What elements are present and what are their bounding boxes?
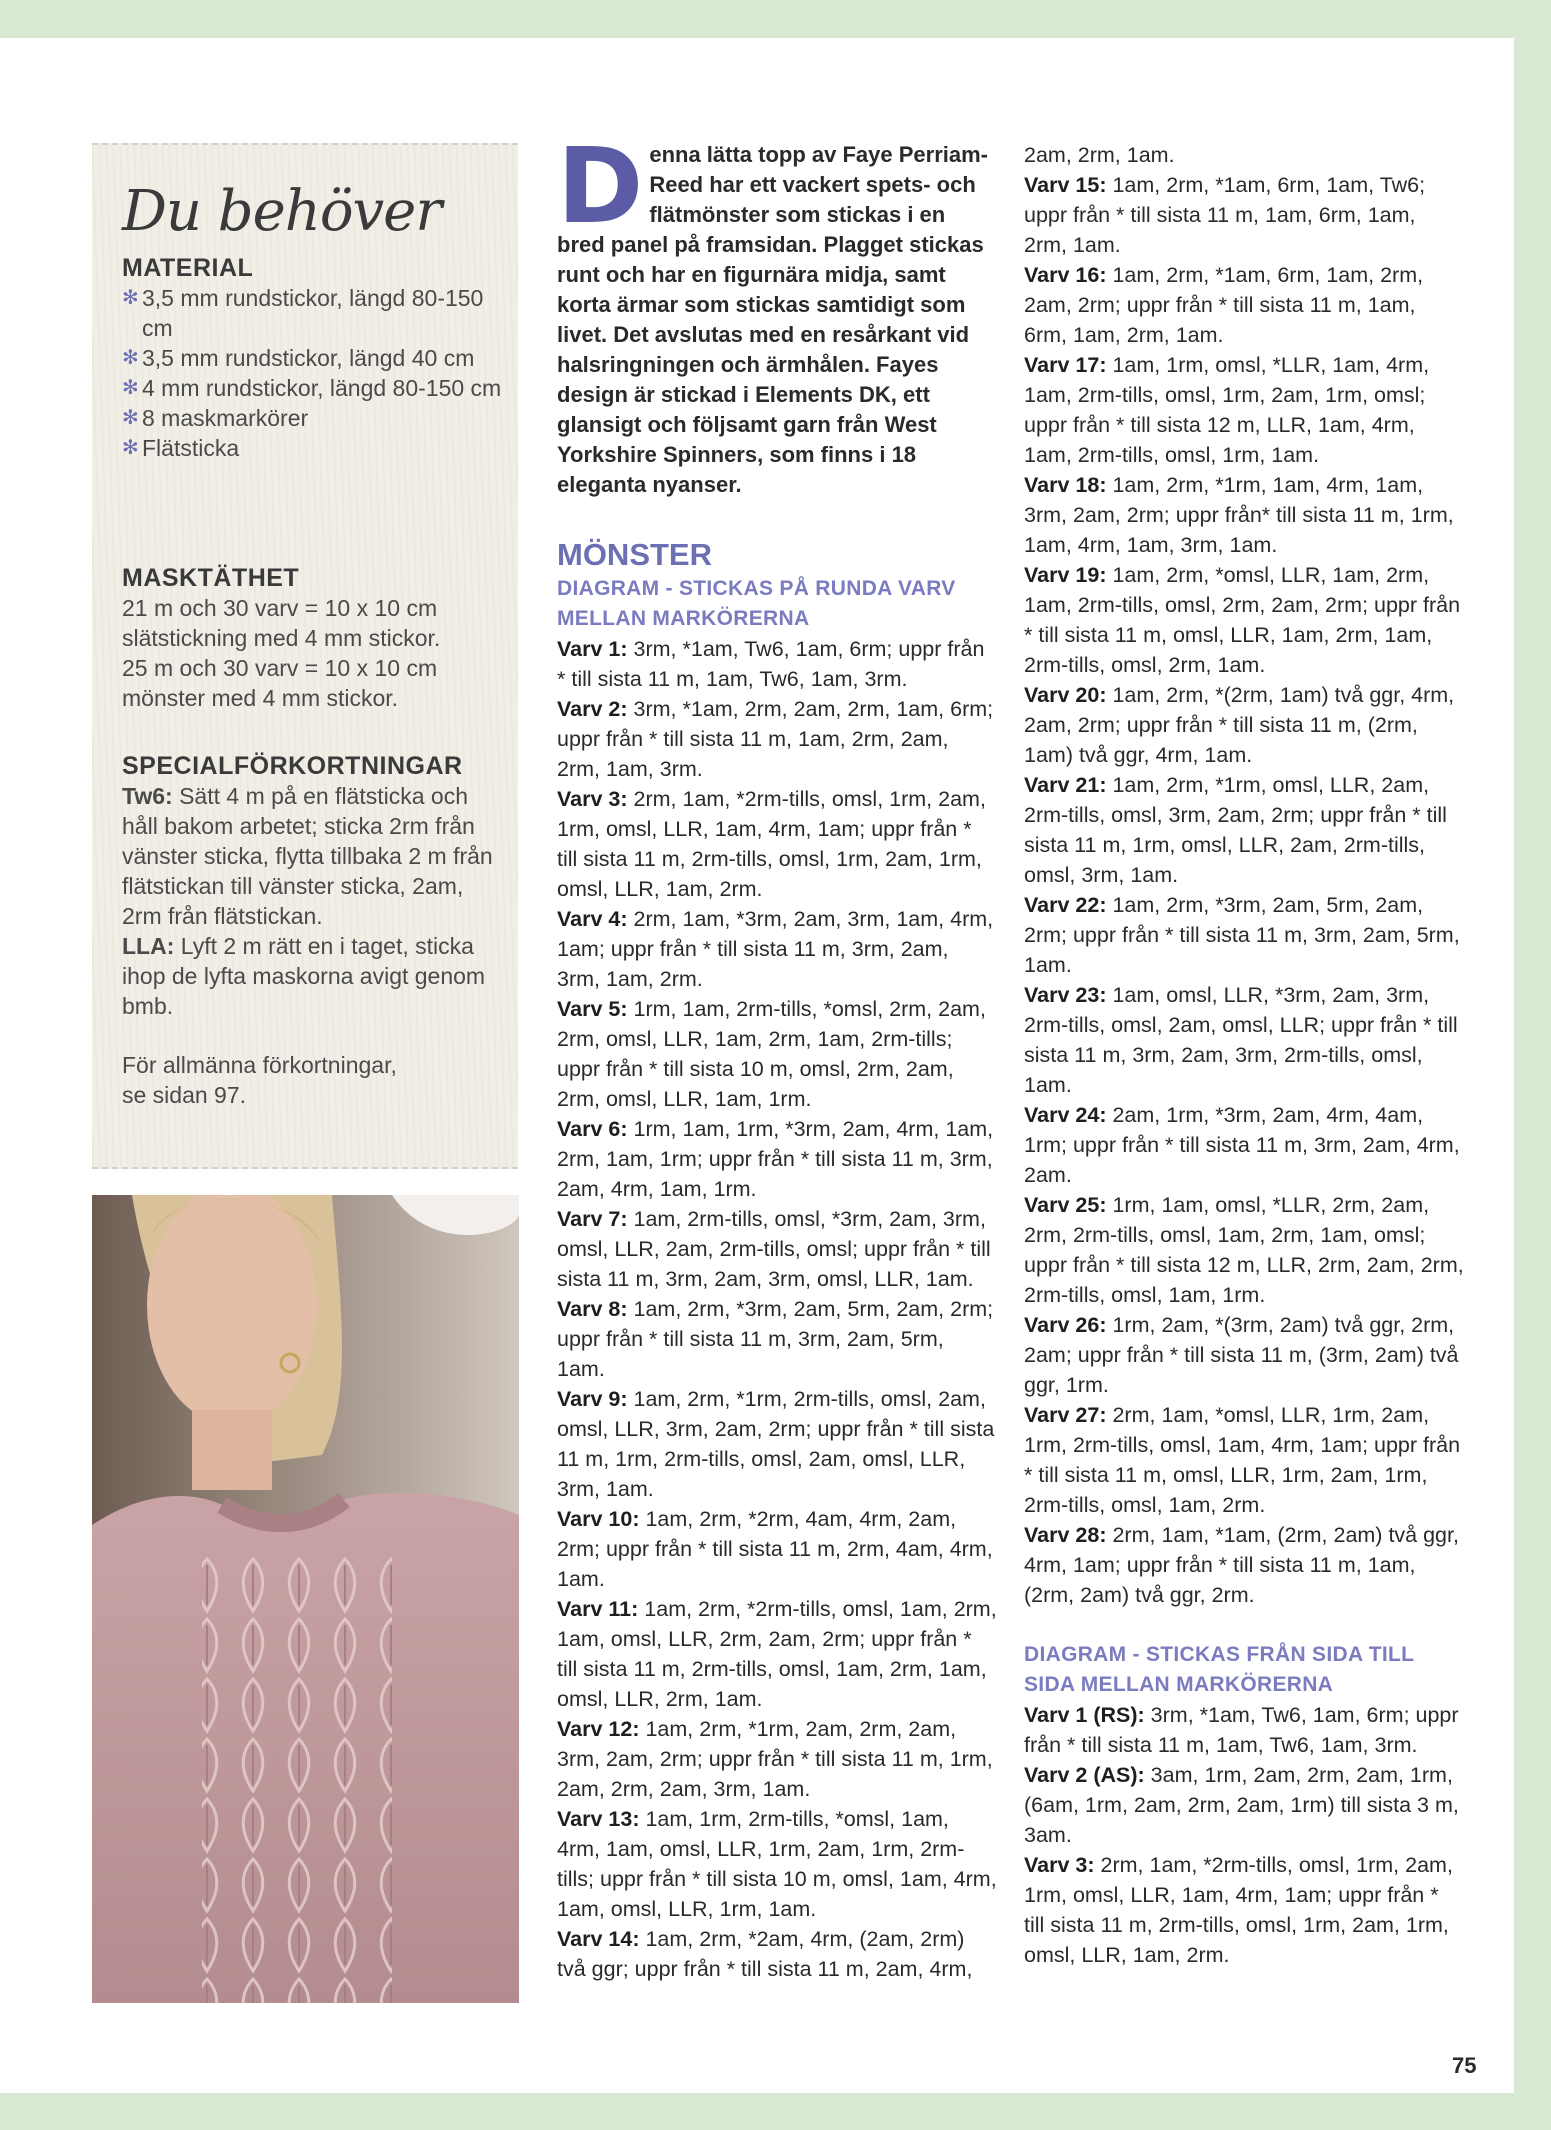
pattern-row: Varv 7: 1am, 2rm-tills, omsl, *3rm, 2am, 3rm, omsl, LLR, 2am, 2rm-tills, omsl; uppr från * till sista 11 m, 3rm, 2am, 3rm, omsl, LLR, 1am.: [557, 1207, 991, 1291]
pattern-row: Varv 27: 2rm, 1am, *omsl, LLR, 1rm, 2am, 1rm, 2rm-tills, omsl, 1am, 4rm, 1am; uppr från * till sista 11 m, omsl, LLR, 1rm, 2am, 1rm, 2rm-tills, omsl, 1am, 2rm.: [1024, 1403, 1461, 1517]
pattern-row: Varv 3: 2rm, 1am, *2rm-tills, omsl, 1rm, 2am, 1rm, omsl, LLR, 1am, 4rm, 1am; uppr från * till sista 11 m, 2rm-tills, omsl, 1rm, 2am, 1rm, omsl, LLR, 1am, 2rm.: [557, 787, 986, 901]
list-item: ✻ 8 maskmarkörer: [122, 405, 309, 431]
sidebar-title: Du behöver: [122, 179, 442, 244]
knitted-top-image: [92, 1195, 519, 2003]
gauge-line: 21 m och 30 varv = 10 x 10 cm slätstickning med 4 mm stickor.: [122, 595, 441, 651]
abbrev-entry: Tw6: Sätt 4 m på en flätsticka och håll bakom arbetet; sticka 2rm från vänster sticka, flytta tillbaka 2 m från flätstickan till vänster sticka, 2am, 2rm från flätstickan.: [122, 783, 493, 929]
asterisk-icon: ✻: [122, 347, 139, 369]
pattern-row: Varv 9: 1am, 2rm, *1rm, 2rm-tills, omsl, 2am, omsl, LLR, 3rm, 2am, 2rm; uppr från * till sista 11 m, 1rm, 2rm-tills, omsl, 2am, omsl, LLR, 3rm, 1am.: [557, 1387, 995, 1501]
pattern-row: Varv 20: 1am, 2rm, *(2rm, 1am) två ggr, 4rm, 2am, 2rm; uppr från * till sista 11 m, (2rm, 1am) två ggr, 4rm, 1am.: [1024, 683, 1455, 767]
pattern-row: Varv 1 (RS): 3rm, *1am, Tw6, 1am, 6rm; uppr från * till sista 11 m, 1am, Tw6, 1am, 3rm.: [1024, 1703, 1459, 1757]
pattern-row: Varv 4: 2rm, 1am, *3rm, 2am, 3rm, 1am, 4rm, 1am; uppr från * till sista 11 m, 3rm, 2am, 3rm, 1am, 2rm.: [557, 907, 994, 991]
pattern-row: 2am, 2rm, 1am.: [1024, 143, 1175, 167]
gauge-section: [122, 563, 502, 713]
pattern-row: Varv 11: 1am, 2rm, *2rm-tills, omsl, 1am, 2rm, 1am, omsl, LLR, 2rm, 2am, 2rm; uppr från * till sista 11 m, 2rm-tills, omsl, 1am, 2rm, 1am, omsl, LLR, 2rm, 1am.: [557, 1597, 997, 1711]
pattern-row: Varv 5: 1rm, 1am, 2rm-tills, *omsl, 2rm, 2am, 2rm, omsl, LLR, 1am, 2rm, 1am, 2rm-tills; uppr från * till sista 10 m, omsl, 2rm, 2am, 2rm, omsl, LLR, 1am, 1rm.: [557, 997, 986, 1111]
page-number: 75: [1452, 2053, 1477, 2078]
pattern-row: Varv 28: 2rm, 1am, *1am, (2rm, 2am) två ggr, 4rm, 1am; uppr från * till sista 11 m, 1am, (2rm, 2am) två ggr, 2rm.: [1024, 1523, 1459, 1607]
abbrev-entry: LLA: Lyft 2 m rätt en i taget, sticka ihop de lyfta maskorna avigt genom bmb.: [122, 933, 486, 1019]
intro-paragraph: Denna lätta topp av Faye Perriam-Reed har ett vackert spets- och flätmönster som stickas i en bred panel på framsidan. Plagget stickas runt och har en figurnära midja, samt korta ärmar som stickas samtidigt som livet. Det avslutas med en resårkant vid halsringningen och ärmhålen. Fayes design är stickad i Elements DK, ett glansigt och följsamt garn från West Yorkshire Spinners, som finns i 18 eleganta nyanser.: [557, 125, 988, 497]
list-item: ✻ 3,5 mm rundstickor, längd 40 cm: [122, 345, 475, 371]
pattern-row: Varv 3: 2rm, 1am, *2rm-tills, omsl, 1rm, 2am, 1rm, omsl, LLR, 1am, 4rm, 1am; uppr från * till sista 11 m, 2rm-tills, omsl, 1rm, 2am, 1rm, omsl, LLR, 1am, 2rm.: [1024, 1853, 1453, 1967]
gauge-line: 25 m och 30 varv = 10 x 10 cm mönster med 4 mm stickor.: [122, 655, 438, 711]
pattern-row: Varv 19: 1am, 2rm, *omsl, LLR, 1am, 2rm, 1am, 2rm-tills, omsl, 2rm, 2am, 2rm; uppr från * till sista 11 m, omsl, LLR, 1am, 2rm, 1am, 2rm-tills, omsl, 2rm, 1am.: [1024, 563, 1461, 677]
materials-sidebar: [92, 143, 518, 1169]
list-item: ✻ 4 mm rundstickor, längd 80-150 cm: [122, 375, 502, 401]
pattern-row: Varv 18: 1am, 2rm, *1rm, 1am, 4rm, 1am, 3rm, 2am, 2rm; uppr från* till sista 11 m, 1rm, 1am, 4rm, 1am, 3rm, 1am.: [1024, 473, 1454, 557]
special-heading: SPECIALFÖRKORTNINGAR: [122, 752, 463, 780]
pattern-row: Varv 13: 1am, 1rm, 2rm-tills, *omsl, 1am, 4rm, 1am, omsl, LLR, 1rm, 2am, 1rm, 2rm-tills; uppr från * till sista 10 m, omsl, 1am, 4rm, 1am, omsl, LLR, 1rm, 1am.: [557, 1807, 997, 1921]
material-list: [122, 283, 502, 463]
list-item: ✻ 3,5 mm rundstickor, längd 80-150 cm: [122, 285, 484, 341]
drop-cap: D: [557, 125, 644, 247]
pattern-row: Varv 22: 1am, 2rm, *3rm, 2am, 5rm, 2am, 2rm; uppr från * till sista 11 m, 3rm, 2am, 5rm, 1am.: [1024, 893, 1460, 977]
asterisk-icon: ✻: [122, 407, 139, 429]
pattern-row: Varv 24: 2am, 1rm, *3rm, 2am, 4rm, 4am, 1rm; uppr från * till sista 11 m, 3rm, 2am, 4rm, 2am.: [1024, 1103, 1460, 1187]
gauge-heading: MASKTÄTHET: [122, 564, 300, 592]
pattern-row: Varv 2 (AS): 3am, 1rm, 2am, 2rm, 2am, 1rm, (6am, 1rm, 2am, 2rm, 2am, 1rm) till sista 3 m, 3am.: [1024, 1763, 1459, 1847]
asterisk-icon: ✻: [122, 377, 139, 399]
pattern-row: Varv 1: 3rm, *1am, Tw6, 1am, 6rm; uppr från * till sista 11 m, 1am, Tw6, 1am, 3rm.: [557, 637, 985, 691]
text-column-1: [557, 125, 997, 1984]
pattern-row: Varv 10: 1am, 2rm, *2rm, 4am, 4rm, 2am, 2rm; uppr från * till sista 11 m, 2rm, 4am, 4rm, 1am.: [557, 1507, 993, 1591]
pattern-row: Varv 14: 1am, 2rm, *2am, 4rm, (2am, 2rm) två ggr; uppr från * till sista 11 m, 2am, 4rm,: [557, 1927, 973, 1981]
pattern-row: Varv 25: 1rm, 1am, omsl, *LLR, 2rm, 2am, 2rm, 2rm-tills, omsl, 1am, 2rm, 1am, omsl; uppr från * till sista 12 m, LLR, 2rm, 2am, 2rm, 2rm-tills, omsl, 1am, 1rm.: [1024, 1193, 1464, 1307]
pattern-row: Varv 8: 1am, 2rm, *3rm, 2am, 5rm, 2am, 2rm; uppr från * till sista 11 m, 3rm, 2am, 5rm, 1am.: [557, 1297, 994, 1381]
asterisk-icon: ✻: [122, 287, 139, 309]
section-heading: DIAGRAM - STICKAS PÅ RUNDA VARV MELLAN MARKÖRERNA: [557, 577, 956, 630]
general-abbrev-note: För allmänna förkortningar, se sidan 97.: [122, 1052, 397, 1108]
asterisk-icon: ✻: [122, 437, 139, 459]
pattern-row: Varv 15: 1am, 2rm, *1am, 6rm, 1am, Tw6; uppr från * till sista 11 m, 1am, 6rm, 1am, 2rm, 1am.: [1024, 173, 1426, 257]
pattern-row: Varv 16: 1am, 2rm, *1am, 6rm, 1am, 2rm, 2am, 2rm; uppr från * till sista 11 m, 1am, 6rm, 1am, 2rm, 1am.: [1024, 263, 1424, 347]
pattern-row: Varv 12: 1am, 2rm, *1rm, 2am, 2rm, 2am, 3rm, 2am, 2rm; uppr från * till sista 11 m, 1rm, 2am, 2rm, 2am, 3rm, 1am.: [557, 1717, 993, 1801]
material-heading: MATERIAL: [122, 254, 254, 282]
pattern-row: Varv 23: 1am, omsl, LLR, *3rm, 2am, 3rm, 2rm-tills, omsl, 2am, omsl, LLR; uppr från * till sista 11 m, 3rm, 2am, 3rm, 2rm-tills, omsl, 1am.: [1024, 983, 1458, 1097]
text-column-2: [1024, 140, 1464, 1970]
pattern-row: Varv 26: 1rm, 2am, *(3rm, 2am) två ggr, 2rm, 2am; uppr från * till sista 11 m, (3rm, 2am) två ggr, 1rm.: [1024, 1313, 1459, 1397]
list-item: ✻ Flätsticka: [122, 435, 240, 461]
pattern-row: Varv 6: 1rm, 1am, 1rm, *3rm, 2am, 4rm, 1am, 2rm, 1am, 1rm; uppr från * till sista 11 m, 3rm, 2am, 4rm, 1am, 1rm.: [557, 1117, 994, 1201]
pattern-row: Varv 21: 1am, 2rm, *1rm, omsl, LLR, 2am, 2rm-tills, omsl, 3rm, 2am, 2rm; uppr från * till sista 11 m, 1rm, omsl, LLR, 2am, 2rm-tills, omsl, 3rm, 1am.: [1024, 773, 1447, 887]
pattern-row: Varv 2: 3rm, *1am, 2rm, 2am, 2rm, 1am, 6rm; uppr från * till sista 11 m, 1am, 2rm, 2am, 2rm, 1am, 3rm.: [557, 697, 994, 781]
material-section: [122, 253, 502, 463]
pattern-row: Varv 17: 1am, 1rm, omsl, *LLR, 1am, 4rm, 1am, 2rm-tills, omsl, 1rm, 2am, 1rm, omsl; uppr från * till sista 12 m, LLR, 1am, 4rm, 1am, 2rm-tills, omsl, 1rm, 1am.: [1024, 353, 1430, 467]
section-heading: DIAGRAM - STICKAS FRÅN SIDA TILL SIDA MELLAN MARKÖRERNA: [1024, 1643, 1414, 1696]
special-abbrev-section: [122, 751, 502, 1021]
model-photo: [92, 1195, 519, 2003]
pattern-heading: MÖNSTER: [557, 537, 712, 572]
